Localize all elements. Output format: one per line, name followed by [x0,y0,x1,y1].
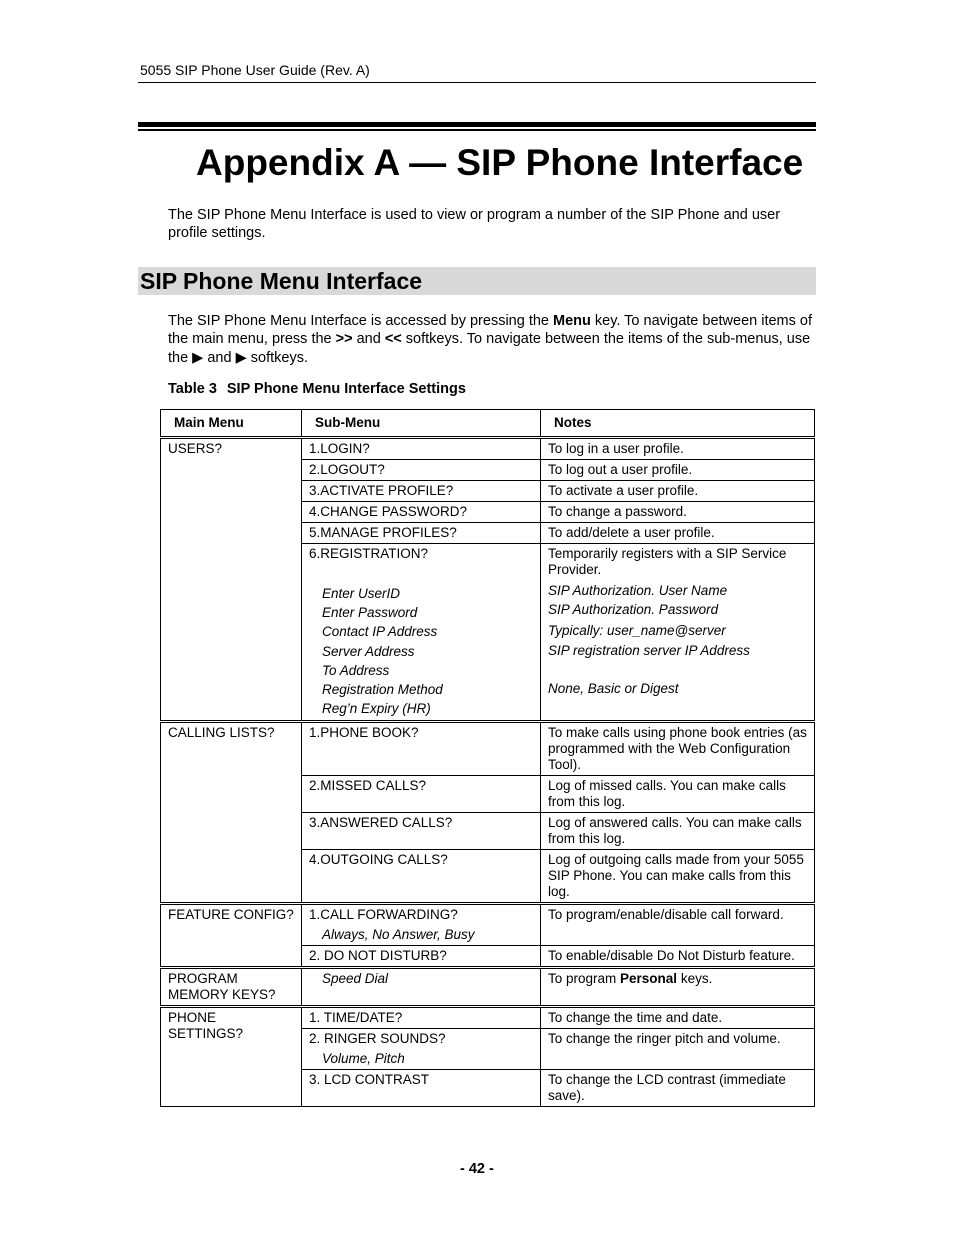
param-item: To Address [322,662,390,678]
personal-keys-label: Personal [620,971,678,987]
param-note [548,698,807,717]
main-menu-users: USERS? [161,438,302,722]
notes-cell: Log of answered calls. You can make calls from this log. [541,813,815,850]
table-row [161,968,815,1007]
para-text-2: key. To navigate between items of the main menu, press the [168,313,812,348]
notes-cell: To change a password. [541,502,815,523]
section-paragraph [168,312,813,367]
notes-cell: To add/delete a user profile. [541,523,815,544]
para-text-3: and [352,331,385,348]
sub-menu-cell: 1. TIME/DATE? [302,1007,541,1029]
param-note: SIP registration server IP Address [548,642,750,658]
table-caption-number: Table 3 [168,381,217,397]
para-text-1: The SIP Phone Menu Interface is accessed by pressing the [168,313,554,329]
table-header-row [161,410,815,438]
registration-params [309,584,533,718]
param-note: SIP Authorization. Password [548,602,719,618]
notes-cell: To activate a user profile. [541,481,815,502]
sub-menu-cell-registration [302,544,541,722]
note-text-1: To program [548,971,621,987]
running-header: 5055 SIP Phone User Guide (Rev. A) [140,62,370,78]
param-item: Registration Method [322,682,443,698]
sub-menu-cell: 3. LCD CONTRAST [302,1070,541,1107]
main-menu-phone-settings: PHONE SETTINGS? [161,1007,302,1107]
param-item: Contact IP Address [322,624,438,640]
table-row [161,438,815,460]
sub-menu-cell: 3.ACTIVATE PROFILE? [302,481,541,502]
section-heading: SIP Phone Menu Interface [140,268,423,294]
page-number: - 42 - [460,1161,494,1177]
param-item: Reg’n Expiry (HR) [322,701,431,717]
sub-menu-cell: 1.LOGIN? [302,438,541,460]
column-header-sub-menu: Sub-Menu [302,410,541,438]
sub-menu-cell: 4.OUTGOING CALLS? [302,850,541,904]
param-note [548,660,807,679]
param-note: None, Basic or Digest [548,681,679,696]
para-text-4: softkeys. To navigate between the items of the sub-menus, use the ▶ and ▶ softkeys. [168,331,811,366]
param-note: SIP Authorization. User Name [548,583,728,598]
notes-cell: Log of outgoing calls made from your 5055 SIP Phone. You can make calls from this log. [541,850,815,904]
param-item: Enter UserID [322,586,401,601]
notes-cell-registration [541,544,815,722]
note-text-2: keys. [677,971,713,987]
notes-cell: To program/enable/disable call forward. [541,904,815,946]
menu-settings-table [160,409,815,1107]
column-header-main-menu: Main Menu [161,410,302,438]
notes-cell: Log of missed calls. You can make calls from this log. [541,776,815,813]
sub-menu-cell [302,968,541,1007]
notes-cell: To change the LCD contrast (immediate save). [541,1070,815,1107]
notes-cell [541,968,815,1007]
main-menu-feature-config: FEATURE CONFIG? [161,904,302,968]
speed-dial-option: Speed Dial [322,971,389,987]
sub-menu-cell [302,904,541,946]
forward-softkey-label: >> [335,331,353,348]
param-note: Typically: user_name@server [548,623,726,639]
table-row [161,904,815,946]
sub-menu-cell: 2.LOGOUT? [302,460,541,481]
sub-menu-cell: 5.MANAGE PROFILES? [302,523,541,544]
registration-note: Temporarily registers with a SIP Service Provider. [548,546,787,577]
sub-menu-cell [302,1029,541,1070]
ringer-sounds-label: 2. RINGER SOUNDS? [309,1031,446,1047]
sub-menu-cell: 2. DO NOT DISTURB? [302,946,541,968]
sub-menu-cell: 2.MISSED CALLS? [302,776,541,813]
notes-cell: To log in a user profile. [541,438,815,460]
main-menu-calling-lists: CALLING LISTS? [161,722,302,904]
table-caption-text: SIP Phone Menu Interface Settings [226,381,466,397]
column-header-notes: Notes [541,410,815,438]
call-forwarding-label: 1.CALL FORWARDING? [309,907,458,923]
sub-menu-cell: 1.PHONE BOOK? [302,722,541,776]
registration-param-notes [548,581,807,717]
table-caption [168,381,466,397]
main-menu-program-memory-keys: PROGRAM MEMORY KEYS? [161,968,302,1007]
header-rule [138,82,816,83]
ringer-options: Volume, Pitch [322,1051,405,1067]
notes-cell: To log out a user profile. [541,460,815,481]
back-softkey-label: << [384,331,402,348]
param-item: Enter Password [322,605,418,621]
notes-cell: To change the ringer pitch and volume. [541,1029,815,1070]
table-row [161,1007,815,1029]
sub-menu-cell: 4.CHANGE PASSWORD? [302,502,541,523]
notes-cell: To enable/disable Do Not Disturb feature. [541,946,815,968]
table-row [161,722,815,776]
intro-paragraph: The SIP Phone Menu Interface is used to view or program a number of the SIP Phone and user profile settings. [168,207,781,241]
call-forwarding-options: Always, No Answer, Busy [322,927,475,943]
notes-cell: To change the time and date. [541,1007,815,1029]
title-rule-thin [138,129,816,131]
title-rule-thick [138,122,816,127]
page-title: Appendix A — SIP Phone Interface [196,142,804,183]
notes-cell: To make calls using phone book entries (as programmed with the Web Configuration Tool). [541,722,815,776]
registration-label: 6.REGISTRATION? [309,546,429,561]
param-item: Server Address [322,643,415,659]
menu-key-label: Menu [553,313,591,329]
sub-menu-cell: 3.ANSWERED CALLS? [302,813,541,850]
